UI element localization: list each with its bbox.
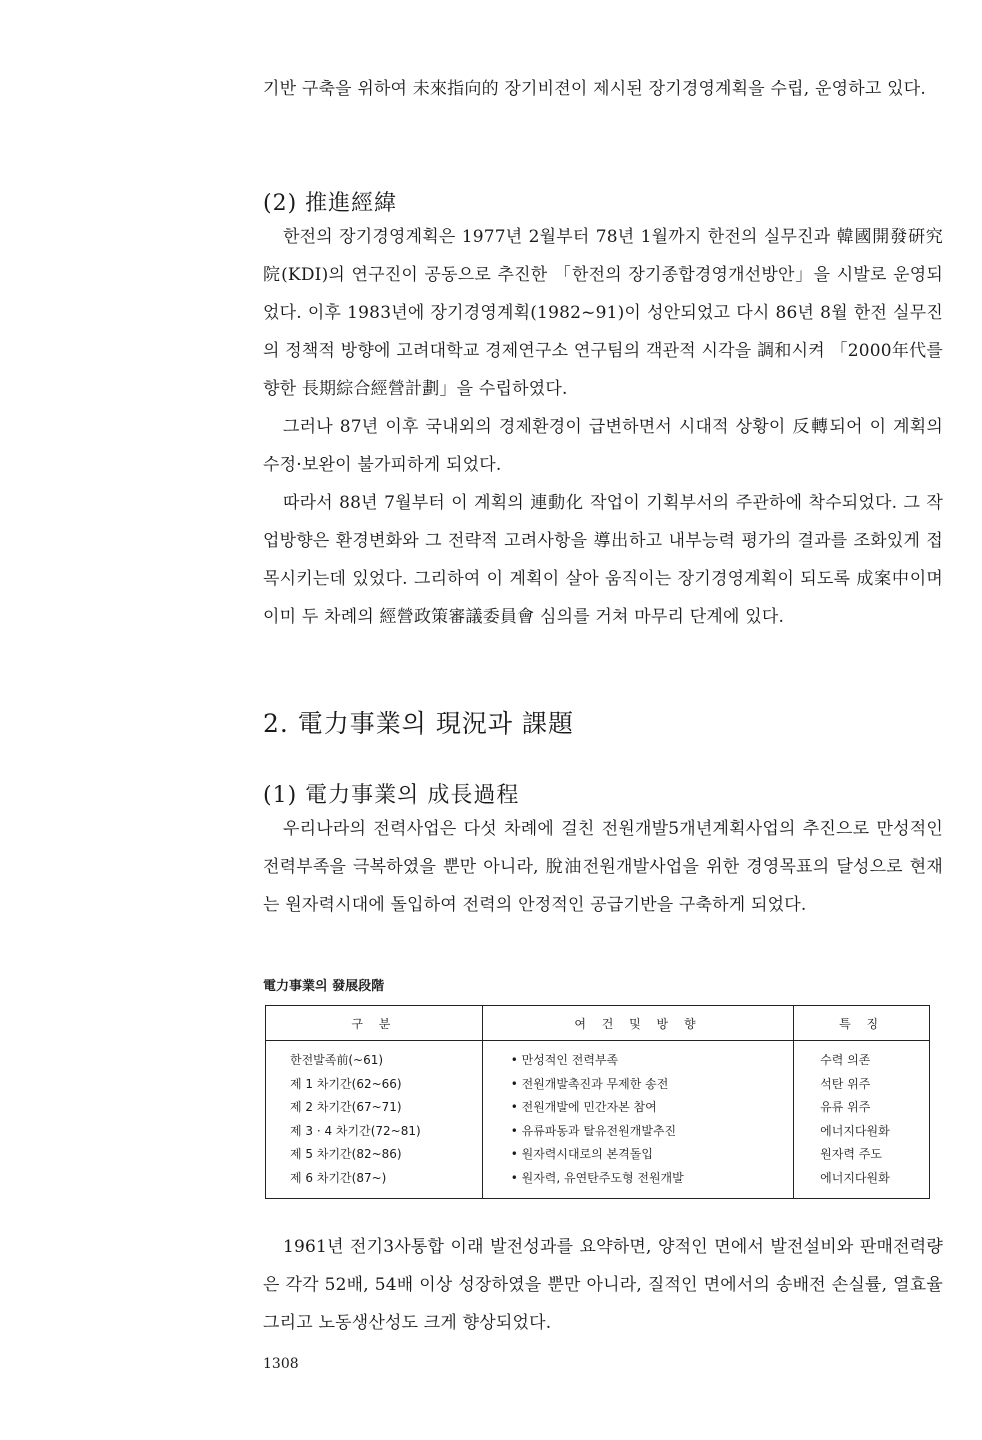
progress-paragraph-3: 따라서 88년 7월부터 이 계획의 連動化 작업이 기획부서의 주관하에 착수되었다. 그 작업방향은 환경변화와 그 전략적 고려사항을 導出하고 내부능력 평가의 결과를 조화있게 접목시키는데 있었다. 그리하여 이 계획이 살아 움직이는 장기경영계획이 되도록 成案中이며 이미 두 차례의 經營政策審議委員會 심의를 거쳐 마무리 단계에 있다. (263, 493, 943, 627)
growth-paragraph: 우리나라의 전력사업은 다섯 차례에 걸친 전원개발5개년계획사업의 추진으로 만성적인 전력부족을 극복하였을 뿐만 아니라, 脫油전원개발사업을 위한 경영목표의 달성으로 현재는 원자력시대에 돌입하여 전력의 안정적인 공급기반을 구축하게 되었다. (263, 819, 943, 915)
period-cell: 제 6 차기간(87~) (290, 1170, 387, 1185)
intro-paragraph: 기반 구축을 위하여 未來指向的 장기비젼이 제시된 장기경영계획을 수립, 운영하고 있다. (263, 79, 926, 99)
period-cell: 제 2 차기간(67~71) (290, 1100, 402, 1114)
condition-cell: • 유류파동과 탈유전원개발추진 (510, 1123, 677, 1138)
feature-cell: 에너지다원화 (820, 1170, 890, 1185)
header-feature: 특 징 (794, 1006, 930, 1041)
period-cell: 제 1 차기간(62~66) (290, 1076, 402, 1091)
development-stages-table (265, 1005, 930, 1199)
condition-column (482, 1041, 793, 1199)
feature-cell: 에너지다원화 (820, 1123, 890, 1138)
progress-paragraph-1: 한전의 장기경영계획은 1977년 2월부터 78년 1월까지 한전의 실무진과 韓國開發硏究院(KDI)의 연구진이 공동으로 추진한 「한전의 장기종합경영개선방안」을 시발로 운영되었다. 이후 1983년에 장기경영계획(1982~91)이 성안되었고 다시 86년 8월 한전 실무진의 정책적 방향에 고려대학교 경제연구소 연구팀의 객관적 시각을 調和시켜 「2000年代를 향한 長期綜合經營計劃」을 수립하였다. (263, 227, 943, 399)
table-header-row (266, 1006, 930, 1041)
period-cell: 제 5 차기간(82~86) (290, 1147, 402, 1161)
condition-cell: • 원자력, 유연탄주도형 전원개발 (510, 1170, 684, 1185)
condition-cell: • 만성적인 전력부족 (510, 1053, 619, 1067)
period-cell: 제 3 · 4 차기간(72~81) (290, 1123, 421, 1138)
progress-paragraph-2: 그러나 87년 이후 국내외의 경제환경이 급변하면서 시대적 상황이 反轉되어 이 계획의 수정·보완이 불가피하게 되었다. (263, 417, 943, 475)
header-condition: 여 건 및 방 향 (482, 1006, 793, 1041)
feature-cell: 수력 의존 (820, 1053, 871, 1067)
condition-cell: • 전원개발촉진과 무제한 송전 (510, 1076, 669, 1091)
feature-cell: 유류 위주 (820, 1100, 871, 1114)
period-cell: 한전발족前(~61) (290, 1053, 384, 1067)
period-column (266, 1041, 483, 1199)
table-caption: 電力事業의 發展段階 (263, 979, 385, 994)
feature-cell: 원자력 주도 (820, 1147, 882, 1161)
condition-cell: • 원자력시대로의 본격돌입 (510, 1147, 653, 1161)
page-number: 1308 (263, 1356, 299, 1372)
feature-cell: 석탄 위주 (820, 1076, 871, 1091)
header-period: 구 분 (266, 1006, 483, 1041)
feature-column (794, 1041, 930, 1199)
condition-cell: • 전원개발에 민간자본 참여 (510, 1100, 657, 1114)
chapter-heading: 2. 電力事業의 現況과 課題 (263, 709, 574, 738)
table-body (266, 1041, 930, 1199)
closing-paragraph: 1961년 전기3사통합 이래 발전성과를 요약하면, 양적인 면에서 발전설비와 판매전력량은 각각 52배, 54배 이상 성장하였을 뿐만 아니라, 질적인 면에서의 송배전 손실률, 열효율 그리고 노동생산성도 크게 향상되었다. (263, 1237, 943, 1333)
section-heading-growth: (1) 電力事業의 成長過程 (263, 783, 520, 808)
section-heading-progress: (2) 推進經緯 (263, 191, 398, 216)
